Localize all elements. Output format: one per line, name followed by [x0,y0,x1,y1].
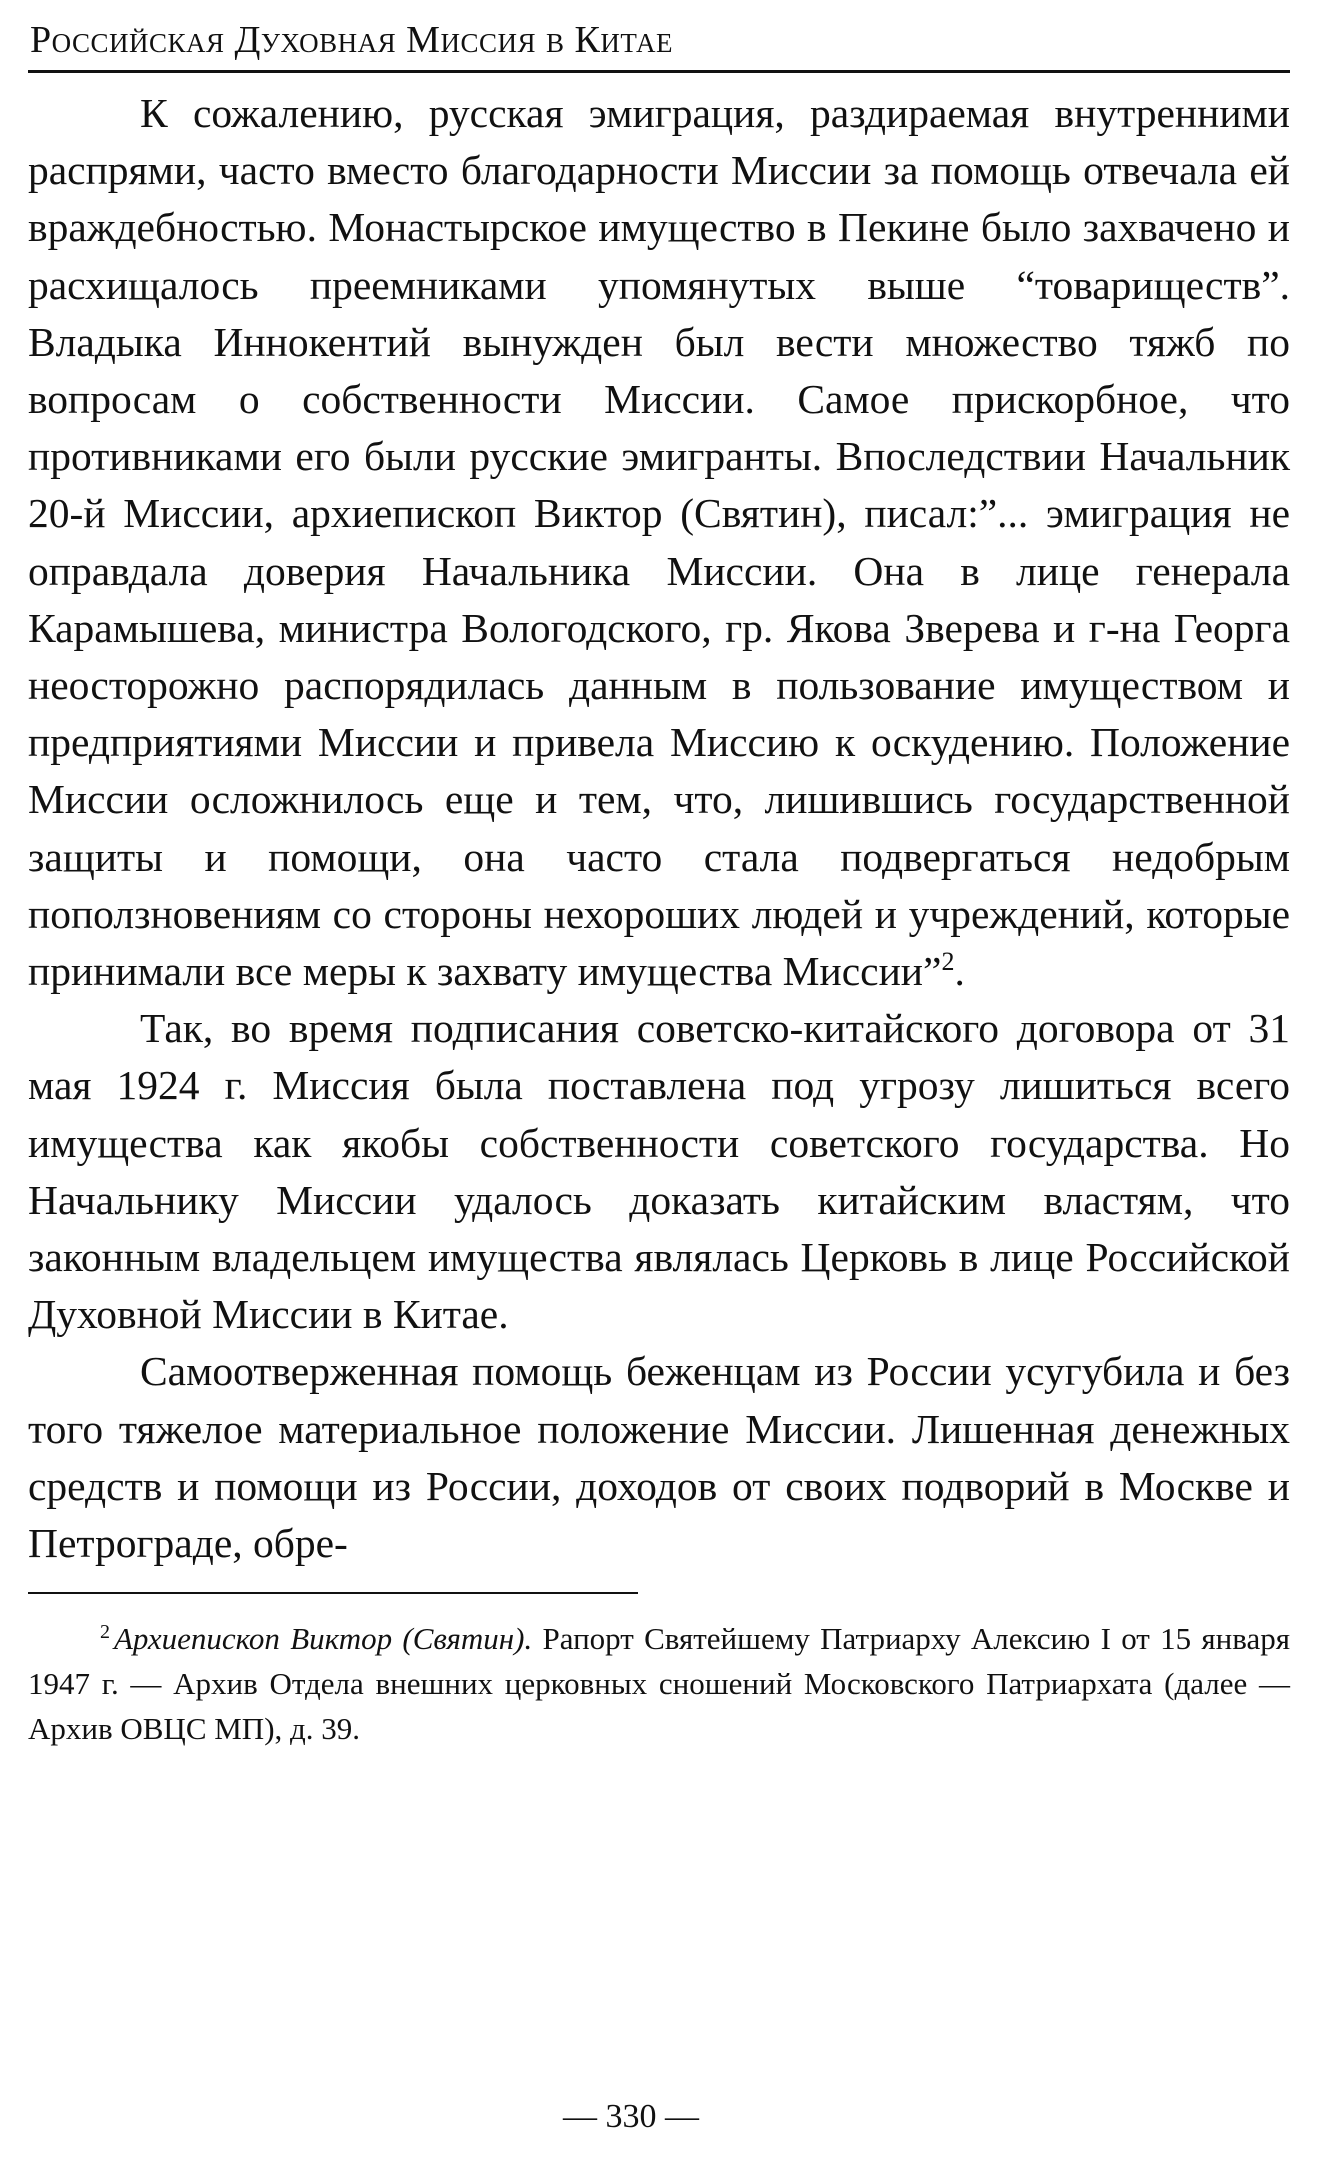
page-number: — 330 — [563,2098,699,2135]
paragraph-1-text: К сожалению, русская эмиграция, раздираемая внутренними распрями, часто вместо благодарности Миссии за помощь отвечала ей враждебностью. Монастырское имущество в Пекине было захвачено и расхищалось преемниками упомянутых выше “товариществ”. Владыка Иннокентий вынужден был вести множество тяжб по вопросам о собственности Миссии. Самое прискорбное, что противниками его были русские эмигранты. Впоследствии Начальник 20-й Миссии, архиепископ Виктор (Святин), писал:”... эмиграция не оправдала доверия Начальника Миссии. Она в лице генерала Карамышева, министра Вологодского, гр. Якова Зверева и г-на Георга неосторожно распорядилась данным в пользование имуществом и предприятиями Миссии и привела Миссию к оскудению. Положение Миссии осложнилось еще и тем, что, лишившись государственной защиты и помощи, она часто стала подвергаться недобрым поползновениям со стороны нехороших людей и учреждений, которые принимали все меры к захвату имущества Миссии” [28,90,1290,995]
running-head: Российская Духовная Миссия в Китае [30,19,673,61]
footnote-reference[interactable]: 2 [941,947,955,977]
header-rule [28,70,1290,73]
footnote-text: Рапорт Святейшему Патриарху Алексию I от 15 января 1947 г. — Архив Отдела внешних церковных сношений Московского Патриархата (далее — Архив ОВЦС МП), д. 39. [28,1621,1290,1747]
paragraph-3: Самоотверженная помощь беженцам из России усугубила и без того тяжелое материальное положение Миссии. Лишенная денежных средств и помощи из России, доходов от своих подворий в Москве и Петрограде, обре- [28,1348,1290,1567]
book-page [28,18,1290,1751]
footnote-author: Архиепископ Виктор (Святин). [114,1621,533,1657]
footnote-rule [28,1592,638,1594]
paragraph-1-end: . [954,948,965,995]
paragraph-1 [28,85,1290,1000]
main-text [28,85,1290,1572]
footnote-marker: 2 [100,1620,110,1643]
footnote [28,1616,1290,1751]
paragraph-2: Так, во время подписания советско-китайского договора от 31 мая 1924 г. Миссия была поставлена под угрозу лишиться всего имущества как якобы собственности советского государства. Но Начальнику Миссии удалось доказать китайским властям, что законным владельцем имущества являлась Церковь в лице Российской Духовной Миссии в Китае. [28,1005,1290,1338]
